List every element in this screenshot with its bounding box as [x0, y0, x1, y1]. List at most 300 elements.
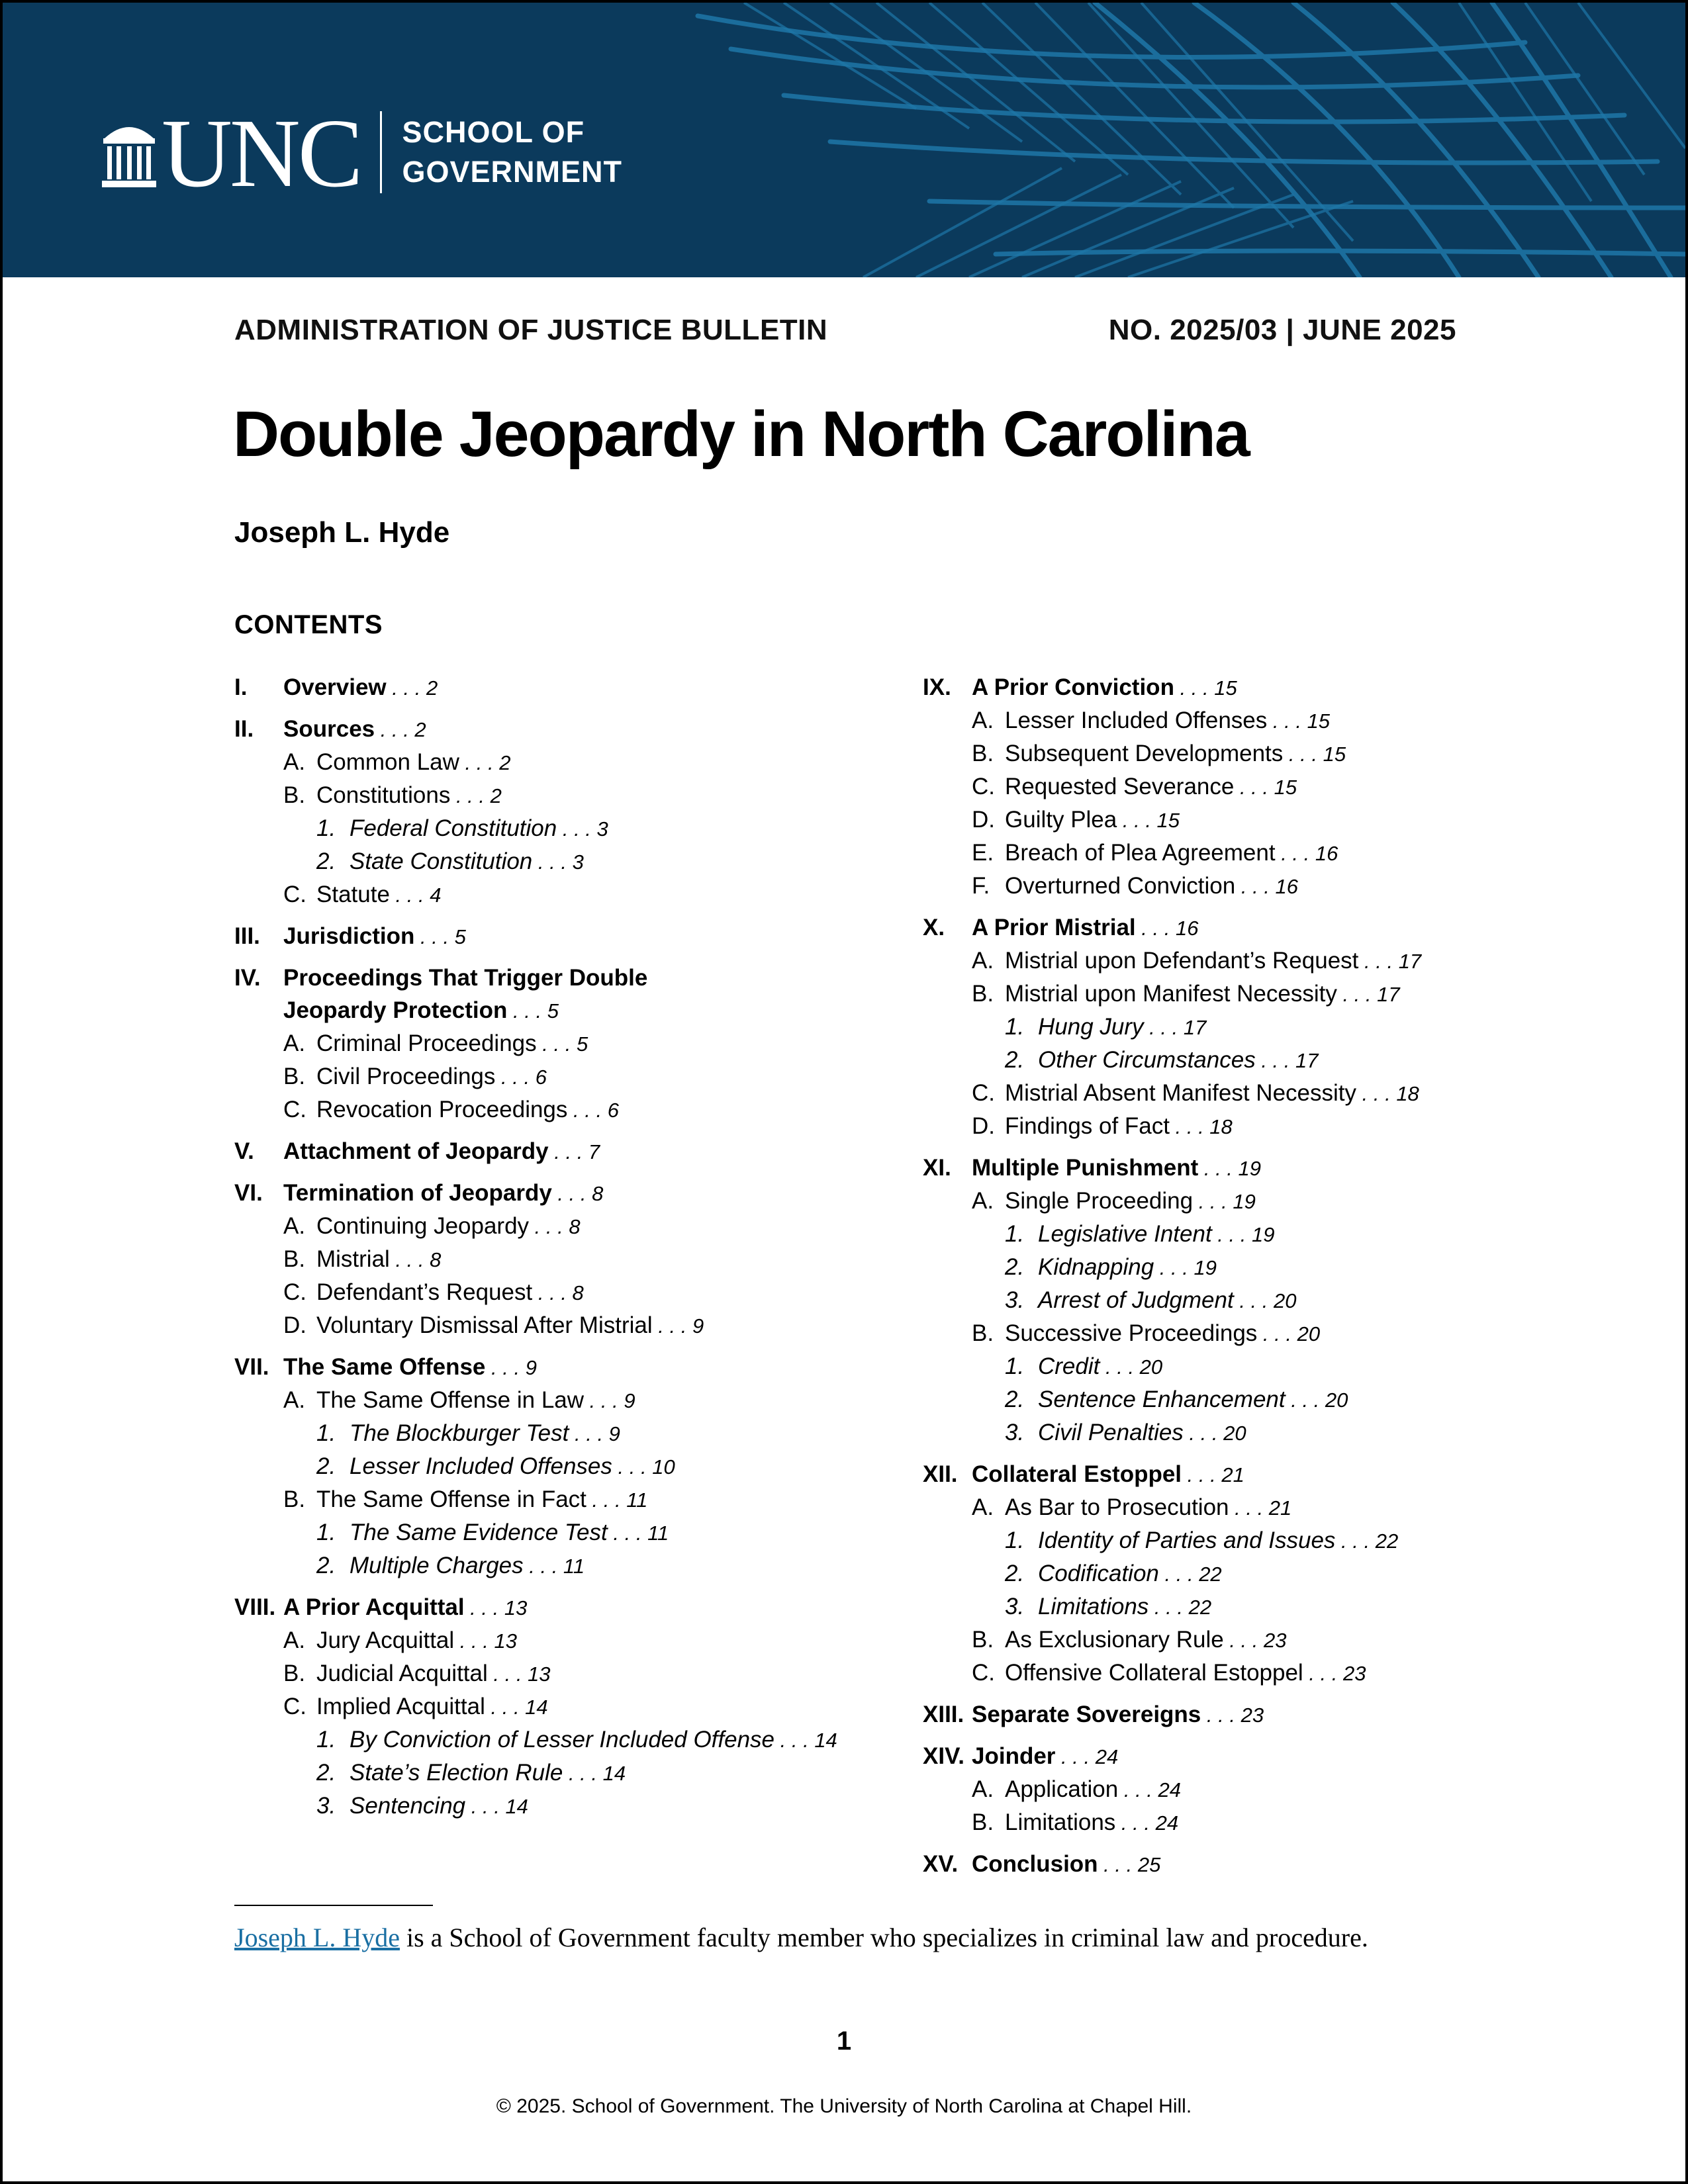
toc-subsection-letter: A.	[972, 1494, 994, 1520]
toc-dots: . . .	[774, 1729, 815, 1752]
toc-subsection-letter: D.	[283, 1312, 306, 1338]
toc-section-title: The Same Offense	[283, 1354, 486, 1380]
toc-subitem-text: Other Circumstances	[1038, 1047, 1256, 1073]
toc-subsection[interactable]	[234, 1210, 857, 1243]
toc-section-title-line2: Jeopardy Protection	[283, 997, 508, 1023]
toc-subitem-text-wrap	[1038, 1011, 1206, 1044]
toc-subitem-text: Sentencing	[350, 1793, 466, 1819]
toc-subitem-text: Credit	[1038, 1353, 1100, 1379]
toc-subsection-letter: A.	[972, 707, 994, 733]
toc-section-title: A Prior Acquittal	[283, 1594, 465, 1620]
contents-heading: CONTENTS	[234, 610, 383, 639]
toc-subsection[interactable]	[923, 1773, 1519, 1806]
toc-page-number: 20	[1325, 1388, 1348, 1412]
toc-section-title-wrap	[283, 962, 647, 1027]
toc-subsection-text-wrap	[1005, 944, 1421, 978]
toc-subsection[interactable]	[923, 837, 1519, 870]
toc-dots: . . .	[569, 1422, 609, 1445]
toc-subsection[interactable]	[923, 1110, 1519, 1143]
toc-subsection-text-wrap	[316, 878, 441, 911]
toc-section-heading[interactable]	[234, 713, 857, 746]
toc-section-heading[interactable]	[923, 671, 1519, 704]
toc-subsection[interactable]	[923, 770, 1519, 803]
toc-subsection-text-wrap	[1005, 1317, 1320, 1350]
toc-section-title: Attachment of Jeopardy	[283, 1138, 549, 1164]
toc-dots: . . .	[532, 850, 573, 874]
toc-subsection[interactable]	[234, 878, 857, 911]
toc-subitem[interactable]	[923, 1416, 1519, 1449]
toc-section-title: Multiple Punishment	[972, 1155, 1199, 1181]
toc-subsection[interactable]	[234, 779, 857, 812]
toc-subitem-number: 2.	[316, 848, 336, 874]
toc-subsection-text-wrap	[1005, 1623, 1286, 1657]
toc-page-number: 19	[1238, 1157, 1262, 1180]
toc-section-number: XII.	[923, 1461, 958, 1487]
toc-page-number: 13	[504, 1596, 528, 1619]
toc-dots: . . .	[389, 884, 430, 907]
toc-section-number: XV.	[923, 1851, 959, 1877]
toc-subitem[interactable]	[923, 1557, 1519, 1590]
toc-page-number: 21	[1268, 1496, 1292, 1520]
toc-subsection-letter: A.	[283, 1627, 306, 1653]
toc-section-number: VIII.	[234, 1594, 276, 1620]
toc-subsection-text-wrap	[316, 1657, 551, 1690]
toc-subsection-text: Lesser Included Offenses	[1005, 707, 1268, 733]
toc-subsection-letter: C.	[283, 1694, 306, 1719]
toc-subsection-text: Subsequent Developments	[1005, 741, 1284, 766]
toc-section	[234, 1177, 857, 1342]
toc-subsection-text: Common Law	[316, 749, 459, 775]
toc-subsection-letter: B.	[972, 741, 994, 766]
toc-subsection[interactable]	[234, 1690, 857, 1723]
toc-subsection[interactable]	[923, 1806, 1519, 1839]
toc-page-number: 11	[563, 1555, 585, 1578]
toc-subitem-number: 1.	[1005, 1014, 1025, 1040]
logo-org-line1: SCHOOL OF	[402, 115, 585, 149]
toc-subsection-letter: B.	[283, 1486, 306, 1512]
toc-section-title: Overview	[283, 674, 387, 700]
toc-subitem-number: 1.	[1005, 1221, 1025, 1247]
toc-section	[234, 1591, 857, 1823]
toc-subsection[interactable]	[234, 1624, 857, 1657]
toc-page-number: 14	[505, 1795, 528, 1818]
toc-subsection-text: Overturned Conviction	[1005, 873, 1236, 899]
toc-subsection-text: The Same Offense in Law	[316, 1387, 585, 1413]
toc-subitem[interactable]	[234, 1516, 857, 1549]
header-banner	[3, 3, 1685, 277]
toc-section	[923, 1740, 1519, 1839]
toc-dots: . . .	[612, 1455, 653, 1479]
toc-dots: . . .	[1183, 1422, 1224, 1445]
toc-subitem-number: 1.	[1005, 1527, 1025, 1553]
toc-section-number: I.	[234, 674, 248, 700]
toc-subitem[interactable]	[923, 1350, 1519, 1383]
toc-page-number: 16	[1315, 842, 1338, 865]
toc-dots: . . .	[1229, 1496, 1269, 1520]
toc-dots: . . .	[1275, 842, 1315, 865]
toc-section-heading[interactable]	[234, 1135, 857, 1168]
toc-dots: . . .	[1233, 1289, 1274, 1312]
toc-subitem[interactable]	[234, 1790, 857, 1823]
toc-section-heading[interactable]	[923, 1152, 1519, 1185]
toc-subsection[interactable]	[923, 870, 1519, 903]
toc-dots: . . .	[557, 817, 597, 841]
toc-subitem[interactable]	[234, 1450, 857, 1483]
toc-page-number: 23	[1241, 1704, 1264, 1727]
toc-page-number: 8	[592, 1182, 604, 1205]
toc-subitem[interactable]	[923, 1218, 1519, 1251]
toc-dots: . . .	[386, 676, 426, 700]
toc-page-number: 6	[607, 1099, 619, 1122]
toc-subitem-text-wrap	[1038, 1284, 1296, 1317]
toc-dots: . . .	[652, 1314, 692, 1338]
toc-dots: . . .	[507, 999, 547, 1023]
toc-subitem-number: 2.	[1005, 1561, 1025, 1586]
toc-dots: . . .	[551, 1182, 592, 1205]
toc-subitem-text-wrap	[1038, 1383, 1348, 1416]
toc-page-number: 15	[1323, 743, 1346, 766]
toc-subsection-text: Jury Acquittal	[316, 1627, 455, 1653]
toc-subsection[interactable]	[234, 1309, 857, 1342]
toc-dots: . . .	[586, 1488, 627, 1512]
toc-subsection-text-wrap	[1005, 837, 1338, 870]
toc-subitem[interactable]	[234, 845, 857, 878]
toc-subsection-letter: C.	[972, 1660, 995, 1686]
toc-page-number: 16	[1175, 917, 1199, 940]
toc-page-number: 9	[624, 1389, 635, 1412]
toc-subsection-letter: A.	[972, 1188, 994, 1214]
toc-page-number: 17	[1398, 950, 1422, 973]
toc-subsection[interactable]	[923, 737, 1519, 770]
toc-page-number: 18	[1396, 1082, 1419, 1105]
toc-dots: . . .	[414, 925, 455, 948]
toc-dots: . . .	[1115, 1811, 1156, 1835]
toc-page-number: 11	[626, 1488, 648, 1512]
toc-subitem[interactable]	[923, 1251, 1519, 1284]
logo-org-line2: GOVERNMENT	[402, 155, 622, 189]
toc-subitem-text: State’s Election Rule	[350, 1760, 563, 1786]
toc-dots: . . .	[1170, 1115, 1210, 1138]
toc-dots: . . .	[563, 1762, 603, 1785]
toc-dots: . . .	[1358, 950, 1399, 973]
toc-left-column	[234, 671, 857, 1831]
toc-section-number: XIII.	[923, 1702, 964, 1727]
toc-page-number: 22	[1375, 1529, 1399, 1553]
toc-subitem[interactable]	[234, 1723, 857, 1756]
toc-subsection[interactable]	[923, 1491, 1519, 1524]
toc-page-number: 11	[647, 1522, 669, 1545]
toc-subitem-text-wrap	[1038, 1557, 1222, 1590]
toc-subsection-letter: B.	[972, 981, 994, 1007]
toc-page-number: 7	[588, 1140, 600, 1163]
toc-section-title: Proceedings That Trigger Double	[283, 965, 648, 991]
toc-subitem[interactable]	[923, 1590, 1519, 1623]
toc-subsection[interactable]	[234, 1027, 857, 1060]
toc-subitem[interactable]	[923, 1011, 1519, 1044]
toc-section-title: A Prior Conviction	[972, 674, 1174, 700]
toc-page-number: 17	[1295, 1049, 1319, 1072]
toc-section-title-wrap	[972, 1740, 1118, 1773]
toc-subsection[interactable]	[234, 1276, 857, 1309]
toc-subitem-text-wrap	[1038, 1590, 1211, 1623]
toc-subsection[interactable]	[923, 1623, 1519, 1657]
toc-subsection-text-wrap	[316, 1624, 517, 1657]
toc-subsection-text: Revocation Proceedings	[316, 1097, 568, 1122]
toc-subsection-letter: A.	[283, 749, 306, 775]
toc-subsection-text: Mistrial Absent Manifest Necessity	[1005, 1080, 1357, 1106]
toc-subsection-text-wrap	[1005, 1491, 1291, 1524]
toc-section-title-wrap	[283, 920, 466, 953]
footnote-rule	[234, 1905, 433, 1906]
toc-subsection-text: Civil Proceedings	[316, 1064, 496, 1089]
toc-subitem-text: Limitations	[1038, 1594, 1149, 1619]
toc-subsection-letter: B.	[972, 1627, 994, 1653]
toc-dots: . . .	[1158, 1563, 1199, 1586]
toc-subsection-text: Successive Proceedings	[1005, 1320, 1258, 1346]
toc-subsection[interactable]	[234, 1060, 857, 1093]
toc-subsection-text-wrap	[1005, 1657, 1366, 1690]
toc-subsection-letter: B.	[283, 1246, 306, 1272]
toc-subsection-text: Mistrial upon Manifest Necessity	[1005, 981, 1337, 1007]
toc-page-number: 20	[1274, 1289, 1297, 1312]
toc-section-heading[interactable]	[234, 920, 857, 953]
toc-dots: . . .	[1234, 776, 1274, 799]
toc-section	[234, 920, 857, 953]
toc-section-title-wrap	[972, 1458, 1244, 1491]
toc-page-number: 23	[1264, 1629, 1287, 1652]
toc-subitem-text: Civil Penalties	[1038, 1420, 1184, 1445]
toc-subitem-number: 2.	[316, 1453, 336, 1479]
toc-section	[923, 1152, 1519, 1449]
toc-page-number: 4	[430, 884, 442, 907]
toc-section-number: II.	[234, 716, 254, 742]
toc-subitem-text-wrap	[1038, 1251, 1217, 1284]
toc-subsection-letter: F.	[972, 873, 990, 899]
toc-subitem-text-wrap	[350, 1790, 528, 1823]
toc-subitem-number: 3.	[1005, 1594, 1025, 1619]
toc-section	[923, 1848, 1519, 1881]
toc-dots: . . .	[1174, 676, 1215, 700]
toc-dots: . . .	[536, 1032, 577, 1056]
toc-page-number: 20	[1223, 1422, 1246, 1445]
toc-subsection-letter: C.	[972, 774, 995, 799]
toc-subitem-text: Multiple Charges	[350, 1553, 524, 1578]
page-number: 1	[836, 2026, 852, 2056]
toc-page-number: 15	[1307, 709, 1331, 733]
toc-subitem-text: The Blockburger Test	[350, 1420, 569, 1446]
toc-subsection[interactable]	[923, 704, 1519, 737]
toc-section-heading[interactable]	[923, 1740, 1519, 1773]
author-link[interactable]: Joseph L. Hyde	[234, 1923, 400, 1952]
toc-page-number: 16	[1275, 875, 1299, 898]
toc-subsection[interactable]	[923, 1317, 1519, 1350]
toc-page-number: 24	[1155, 1811, 1179, 1835]
toc-section-heading[interactable]	[234, 671, 857, 704]
toc-subsection-letter: B.	[283, 1064, 306, 1089]
toc-subsection[interactable]	[234, 1483, 857, 1516]
toc-page-number: 9	[608, 1422, 620, 1445]
toc-dots: . . .	[487, 1662, 528, 1686]
toc-section-heading[interactable]	[923, 1458, 1519, 1491]
toc-subsection-text: Guilty Plea	[1005, 807, 1117, 833]
toc-subsection-letter: A.	[972, 1776, 994, 1802]
toc-section-heading[interactable]	[234, 1591, 857, 1624]
toc-page-number: 2	[426, 676, 438, 700]
toc-subitem[interactable]	[923, 1044, 1519, 1077]
toc-subitem-text: Arrest of Judgment	[1038, 1287, 1234, 1313]
toc-subitem-number: 3.	[1005, 1287, 1025, 1313]
toc-subsection-text-wrap	[1005, 870, 1298, 903]
toc-section-number: X.	[923, 915, 945, 940]
bulletin-series: ADMINISTRATION OF JUSTICE BULLETIN	[234, 314, 828, 346]
toc-subitem[interactable]	[923, 1524, 1519, 1557]
toc-subsection-text-wrap	[1005, 978, 1400, 1011]
toc-dots: . . .	[454, 1629, 494, 1653]
toc-section-number: VI.	[234, 1180, 263, 1206]
toc-subitem-text-wrap	[1038, 1350, 1162, 1383]
toc-subitem[interactable]	[234, 812, 857, 845]
toc-page-number: 24	[1095, 1745, 1119, 1768]
toc-subitem-text-wrap	[350, 1450, 675, 1483]
toc-section-title: Separate Sovereigns	[972, 1702, 1201, 1727]
toc-page-number: 5	[454, 925, 466, 948]
toc-section-heading[interactable]	[234, 962, 857, 1027]
toc-subitem-text-wrap	[350, 1756, 626, 1790]
toc-section-number: XIV.	[923, 1743, 964, 1769]
toc-page-number: 19	[1194, 1256, 1217, 1279]
toc-subsection-text: As Bar to Prosecution	[1005, 1494, 1229, 1520]
toc-dots: . . .	[1100, 1355, 1140, 1379]
unc-sog-logo	[101, 99, 622, 208]
toc-dots: . . .	[459, 751, 500, 774]
toc-dots: . . .	[1223, 1629, 1264, 1652]
toc-subsection[interactable]	[234, 1243, 857, 1276]
toc-subsection[interactable]	[923, 978, 1519, 1011]
toc-subsection-text-wrap	[1005, 737, 1346, 770]
logo-unc-text: UNC	[162, 99, 361, 208]
toc-subsection[interactable]	[923, 1657, 1519, 1690]
toc-section-title: Jurisdiction	[283, 923, 415, 949]
toc-section-heading[interactable]	[923, 911, 1519, 944]
toc-section-heading[interactable]	[923, 1698, 1519, 1731]
toc-subsection[interactable]	[923, 944, 1519, 978]
toc-section-number: IX.	[923, 674, 951, 700]
toc-section-number: IV.	[234, 965, 261, 991]
toc-subsection-text: Single Proceeding	[1005, 1188, 1194, 1214]
toc-subsection-text-wrap	[316, 1210, 581, 1243]
toc-subsection-text-wrap	[316, 1276, 584, 1309]
toc-section-title-wrap	[972, 1698, 1264, 1731]
toc-subsection-text-wrap	[316, 1243, 441, 1276]
toc-page-number: 8	[572, 1281, 584, 1304]
toc-dots: . . .	[1356, 1082, 1397, 1105]
toc-subsection-letter: B.	[283, 782, 306, 808]
toc-subsection-letter: A.	[283, 1030, 306, 1056]
toc-subitem-number: 3.	[316, 1793, 336, 1819]
toc-subsection[interactable]	[923, 803, 1519, 837]
toc-page-number: 13	[494, 1629, 517, 1653]
toc-section	[234, 1351, 857, 1582]
toc-dots: . . .	[567, 1099, 608, 1122]
toc-subsection-letter: A.	[283, 1387, 306, 1413]
toc-subsection-text-wrap	[1005, 704, 1330, 737]
author-name: Joseph L. Hyde	[234, 516, 450, 549]
toc-subsection-text-wrap	[1005, 1077, 1419, 1110]
toc-page-number: 17	[1183, 1016, 1207, 1039]
toc-page-number: 6	[535, 1066, 547, 1089]
toc-page-number: 17	[1377, 983, 1400, 1006]
toc-dots: . . .	[523, 1555, 563, 1578]
toc-section-title-wrap	[283, 1135, 600, 1168]
toc-subsection[interactable]	[234, 1657, 857, 1690]
toc-section-title-wrap	[972, 911, 1198, 944]
toc-subitem[interactable]	[234, 1549, 857, 1582]
toc-page-number: 13	[528, 1662, 551, 1686]
toc-subitem-text-wrap	[350, 1723, 837, 1756]
toc-dots: . . .	[1235, 875, 1276, 898]
toc-section	[234, 962, 857, 1126]
toc-section-title-wrap	[972, 671, 1237, 704]
toc-section-heading[interactable]	[234, 1351, 857, 1384]
toc-section	[923, 671, 1519, 903]
toc-section-heading[interactable]	[923, 1848, 1519, 1881]
toc-subitem[interactable]	[923, 1284, 1519, 1317]
issue-number-date: NO. 2025/03 | JUNE 2025	[1108, 314, 1456, 346]
toc-section-heading[interactable]	[234, 1177, 857, 1210]
toc-subsection-text-wrap	[1005, 1185, 1256, 1218]
toc-subitem-number: 1.	[1005, 1353, 1025, 1379]
toc-subsection-letter: A.	[972, 948, 994, 974]
toc-subitem-text-wrap	[350, 1417, 620, 1450]
toc-page-number: 24	[1158, 1778, 1182, 1801]
toc-page-number: 2	[490, 784, 502, 807]
toc-subitem[interactable]	[923, 1383, 1519, 1416]
toc-subsection[interactable]	[923, 1185, 1519, 1218]
toc-dots: . . .	[1211, 1223, 1252, 1246]
toc-section	[234, 671, 857, 704]
toc-section-number: XI.	[923, 1155, 951, 1181]
toc-subitem[interactable]	[234, 1756, 857, 1790]
toc-dots: . . .	[1336, 983, 1378, 1006]
toc-subitem-text: Lesser Included Offenses	[350, 1453, 612, 1479]
toc-dots: . . .	[1283, 743, 1323, 766]
toc-subsection[interactable]	[234, 746, 857, 779]
toc-dots: . . .	[485, 1356, 526, 1379]
toc-subsection[interactable]	[234, 1093, 857, 1126]
toc-subitem-text: By Conviction of Lesser Included Offense	[350, 1727, 775, 1752]
toc-subsection-text: Limitations	[1005, 1809, 1116, 1835]
toc-subsection[interactable]	[923, 1077, 1519, 1110]
toc-subsection-letter: C.	[283, 1279, 306, 1305]
toc-subitem[interactable]	[234, 1417, 857, 1450]
toc-section-title: Conclusion	[972, 1851, 1098, 1877]
toc-dots: . . .	[532, 1281, 573, 1304]
toc-section-title-wrap	[972, 1848, 1160, 1881]
toc-dots: . . .	[495, 1066, 536, 1089]
toc-subitem-text: The Same Evidence Test	[350, 1520, 608, 1545]
toc-subsection-text: Mistrial upon Defendant’s Request	[1005, 948, 1359, 974]
toc-subsection[interactable]	[234, 1384, 857, 1417]
toc-subsection-text-wrap	[1005, 1806, 1178, 1839]
toc-subsection-text: Voluntary Dismissal After Mistrial	[316, 1312, 653, 1338]
toc-subitem-text: Federal Constitution	[350, 815, 557, 841]
document-title: Double Jeopardy in North Carolina	[233, 398, 1249, 470]
toc-page-number: 9	[525, 1356, 537, 1379]
toc-subsection-text-wrap	[1005, 1110, 1233, 1143]
toc-dots: . . .	[1198, 1157, 1239, 1180]
toc-subsection-letter: D.	[972, 807, 995, 833]
toc-page-number: 10	[652, 1455, 675, 1479]
